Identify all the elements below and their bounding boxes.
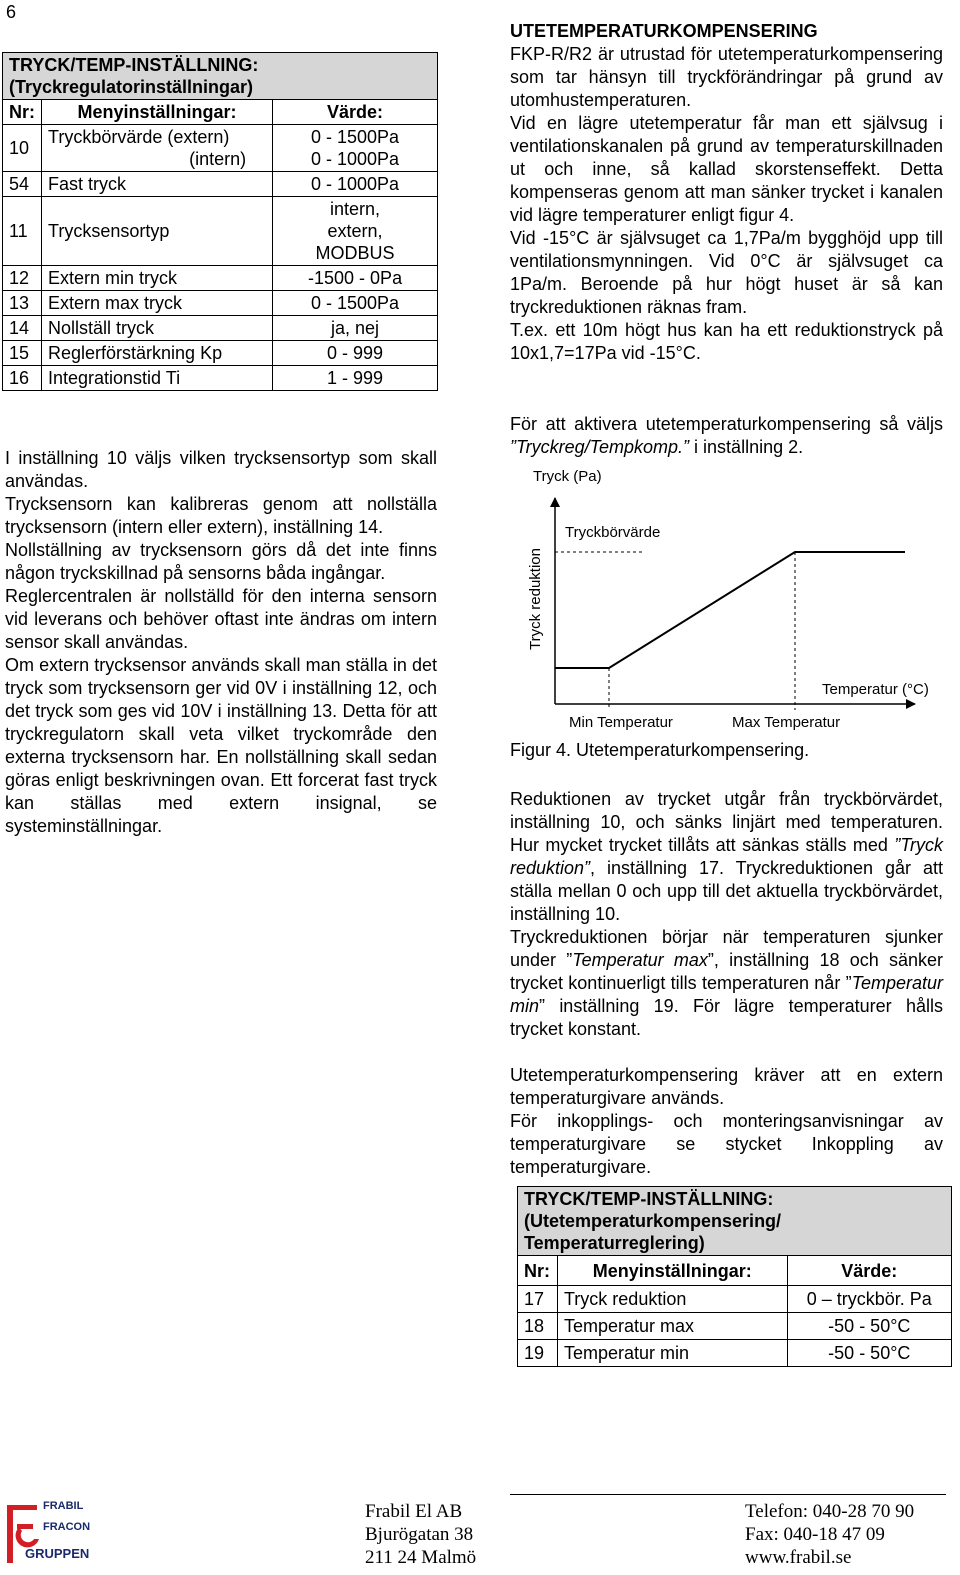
paragraph: Reduktionen av trycket utgår från tryckbörvärdet, inställning 10, och sänks linjärt med temperaturen. Hur mycket trycket tillåts att sänkas ställs med ”Tryck reduktion”, inställning 17. Tryckreduktionen går att ställa mellan 0 och upp till det aktuella tryckbörvärdet, inställning 10. (510, 789, 943, 924)
table-row (3, 125, 438, 172)
header-nr: Nr: (3, 100, 42, 125)
compensation-chart (505, 462, 955, 742)
footer-address (365, 1500, 476, 1569)
table-header-row (3, 100, 438, 125)
paragraph: Vid -15°C är självsuget ca 1,7Pa/m bygghöjd upp till ventilationsmynningen. Vid 0°C är självsuget ca 1Pa/m. Beroende på hur högt huset är så kan tryckreduktionen räknas fram. (510, 228, 943, 317)
row-name: Nollställ tryck (42, 316, 273, 341)
table-row (3, 266, 438, 291)
paragraph: Reglercentralen är nollställd för den interna sensorn vid leverans och behöver oftast inte ändras om intern sensor skall användas. (5, 586, 437, 652)
header-nr: Nr: (518, 1256, 558, 1286)
row-nr: 19 (518, 1340, 558, 1367)
paragraph: Tryckreduktionen börjar när temperaturen sjunker under ”Temperatur max”, inställning 18 och sänker trycket kontinuerligt tills temperaturen når ”Temperatur min” inställning 19. För lägre temperaturer hålls trycket konstant. (510, 927, 943, 1039)
row-name: Temperatur max (557, 1313, 787, 1340)
logo-text-frabil: FRABIL (43, 1500, 84, 1512)
paragraph: T.ex. ett 10m högt hus kan ha ett reduktionstryck på 10x1,7=17Pa vid -15°C. (510, 320, 943, 363)
row-name: Reglerförstärkning Kp (42, 341, 273, 366)
paragraph: I inställning 10 väljs vilken trycksensortyp som skall användas. (5, 448, 437, 491)
figure-caption: Figur 4. Utetemperaturkompensering. (510, 740, 810, 760)
header-menu: Menyinställningar: (42, 100, 273, 125)
row-name: Tryck reduktion (557, 1286, 787, 1313)
setpoint-label: Tryckbörvärde (565, 524, 661, 541)
compensation-intro (510, 20, 943, 365)
paragraph: Vid en lägre utetemperatur får man ett självsug i ventilationskanalen på grund av temperaturskillnaden ut och inne, så kallad skorstenseffekt. Detta kompenseras genom att man sänker trycket i kanalen vid lägre temperaturer enligt figur 4. (510, 113, 943, 225)
row-nr: 14 (3, 316, 42, 341)
row-value: intern, extern, MODBUS (273, 197, 438, 266)
table-row (3, 172, 438, 197)
row-nr: 13 (3, 291, 42, 316)
table-header-row (518, 1256, 952, 1286)
row-name: Extern max tryck (42, 291, 273, 316)
table-row (3, 341, 438, 366)
row-name: Integrationstid Ti (42, 366, 273, 391)
pressure-settings-table (2, 52, 438, 391)
table-row (3, 366, 438, 391)
left-body-text (5, 447, 437, 838)
row-name: Temperatur min (557, 1340, 787, 1367)
row-value: -1500 - 0Pa (273, 266, 438, 291)
footer-divider (510, 1494, 946, 1495)
paragraph: Om extern trycksensor används skall man ställa in det tryck som trycksensorn ger vid 0V i inställning 12, och det tryck som ges vid 10V i inställning 13. Detta för att tryckregulatorn skall veta vilket tryckområde den externa trycksensorn har. En nollställning skall sedan göras enligt beskrivningen ovan. Ett forcerat fast tryck kan ställas med extern insignal, se systeminställningar. (5, 655, 437, 836)
page-number: 6 (6, 2, 17, 22)
row-name: Extern min tryck (42, 266, 273, 291)
activation-text (510, 413, 943, 459)
row-value: 0 - 1500Pa (273, 291, 438, 316)
row-value: 1 - 999 (273, 366, 438, 391)
row-nr: 16 (3, 366, 42, 391)
paragraph: För att aktivera utetemperaturkompensering så väljs ”Tryckreg/Tempkomp.” i inställning 2. (510, 414, 943, 457)
x-axis-label: Temperatur (°C) (822, 681, 929, 698)
logo-text-fracon: FRACON (43, 1521, 91, 1533)
row-value: ja, nej (273, 316, 438, 341)
row-value: -50 - 50°C (787, 1340, 951, 1367)
reduction-text (510, 788, 943, 1041)
y-axis-top-label: Tryck (Pa) (533, 468, 602, 485)
website-link[interactable]: www.frabil.se (745, 1547, 852, 1568)
row-value: 0 - 999 (273, 341, 438, 366)
row-nr: 15 (3, 341, 42, 366)
table-title: TRYCK/TEMP-INSTÄLLNING: (Tryckregulatorinställningar) (3, 53, 438, 100)
row-nr: 12 (3, 266, 42, 291)
paragraph: FKP-R/R2 är utrustad för utetemperaturkompensering som tar hänsyn till tryckförändringar på grund av utomhustemperaturen. (510, 44, 943, 110)
row-nr: 17 (518, 1286, 558, 1313)
row-value: 0 - 1000Pa (273, 172, 438, 197)
row-value: 0 – tryckbör. Pa (787, 1286, 951, 1313)
row-nr: 54 (3, 172, 42, 197)
sensor-text (510, 1064, 943, 1179)
company-logo (5, 1497, 105, 1567)
paragraph: För inkopplings- och monteringsanvisningar av temperaturgivare se stycket Inkoppling av temperaturgivare. (510, 1111, 943, 1177)
header-value: Värde: (787, 1256, 951, 1286)
table-title: TRYCK/TEMP-INSTÄLLNING: (Utetemperaturkompensering/ Temperaturreglering) (518, 1187, 952, 1256)
section-heading: UTETEMPERATURKOMPENSERING (510, 21, 818, 41)
row-name: Tryckbörvärde (extern) (intern) (42, 125, 273, 172)
paragraph: Nollställning av trycksensorn görs då det inte finns någon tryckskillnad på sensorns båda ingångar. (5, 540, 437, 583)
paragraph: Utetemperaturkompensering kräver att en extern temperaturgivare används. (510, 1065, 943, 1108)
table-row (3, 316, 438, 341)
table-row (3, 197, 438, 266)
series-line (555, 552, 905, 668)
footer-contact (745, 1500, 914, 1569)
city-address: 211 24 Malmö (365, 1547, 477, 1568)
logo-text-gruppen: GRUPPEN (25, 1546, 90, 1561)
y-axis-side-label: Tryck reduktion (527, 548, 544, 650)
row-nr: 11 (3, 197, 42, 266)
row-nr: 10 (3, 125, 42, 172)
fax-number: Fax: 040-18 47 09 (745, 1524, 885, 1545)
x-tick-label-max: Max Temperatur (732, 714, 841, 731)
row-nr: 18 (518, 1313, 558, 1340)
header-value: Värde: (273, 100, 438, 125)
paragraph: Trycksensorn kan kalibreras genom att nollställa trycksensorn (intern eller extern), inställning 14. (5, 494, 437, 537)
phone-number: Telefon: 040-28 70 90 (745, 1501, 915, 1522)
table-row (518, 1340, 952, 1367)
header-menu: Menyinställningar: (557, 1256, 787, 1286)
row-name: Trycksensortyp (42, 197, 273, 266)
row-name: Fast tryck (42, 172, 273, 197)
temperature-settings-table (517, 1186, 952, 1367)
x-tick-label-min: Min Temperatur (569, 714, 673, 731)
table-row (518, 1286, 952, 1313)
row-value: -50 - 50°C (787, 1313, 951, 1340)
street-address: Bjurögatan 38 (365, 1524, 474, 1545)
company-name: Frabil El AB (365, 1501, 463, 1522)
row-value: 0 - 1500Pa 0 - 1000Pa (273, 125, 438, 172)
table-row (518, 1313, 952, 1340)
table-row (3, 291, 438, 316)
